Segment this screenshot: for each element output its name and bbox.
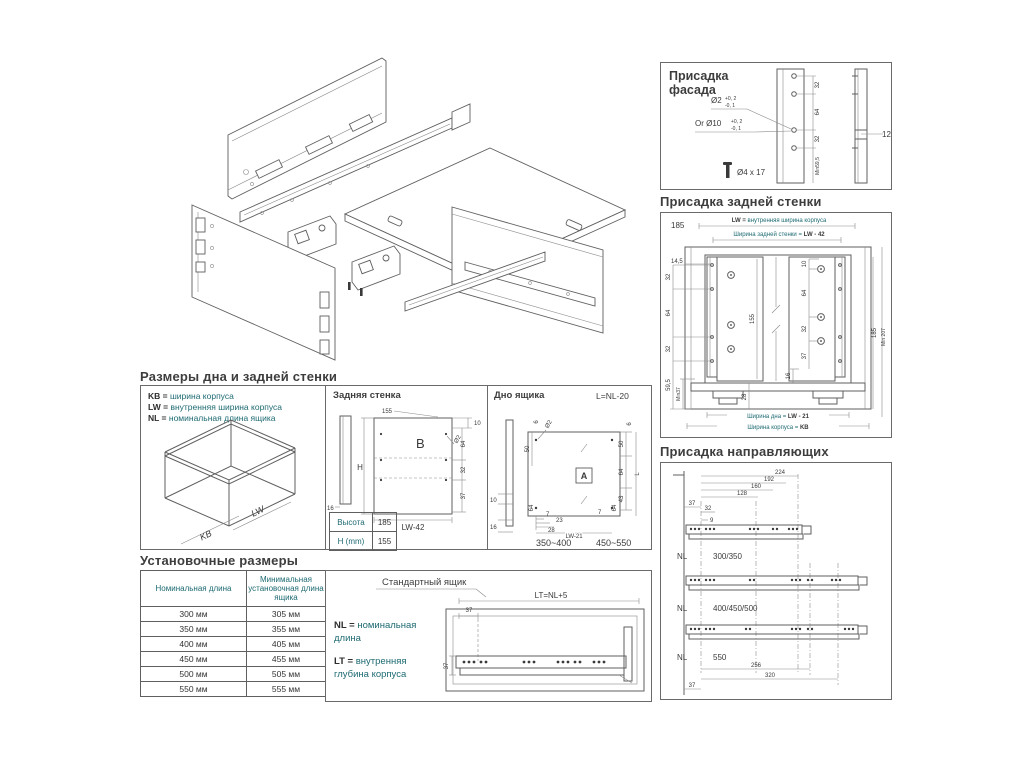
dim-label: Ø4 x 17 <box>737 168 766 177</box>
dim-label: 37 <box>461 492 467 500</box>
table-row <box>141 652 326 667</box>
dim-label: 155 <box>382 409 393 415</box>
dim-label: B <box>416 436 425 451</box>
slide-drilling-diagram <box>661 463 891 699</box>
table-cell: Высота <box>330 513 373 532</box>
dim-label: LW-42 <box>401 523 425 532</box>
dim-label: +0, 2 <box>731 119 743 125</box>
dim-label: Min59,5 <box>815 157 821 175</box>
dim-label: 450~550 <box>596 538 632 548</box>
dim-label: 185 <box>872 327 878 339</box>
dim-label: 6 <box>627 422 633 426</box>
dim-label: 10 <box>490 498 497 504</box>
dim-label: 64 <box>666 309 672 317</box>
dim-label: NL <box>677 653 688 662</box>
dim-label: KB <box>799 425 809 431</box>
dim-label: 32 <box>461 466 467 474</box>
dim-label: 37 <box>802 352 808 360</box>
dimension-abbreviation-legend: KB = ширина корпуса LW = внутренняя ширина корпуса NL = номинальная длина ящика <box>148 391 283 423</box>
table-cell: 500 мм <box>141 667 247 682</box>
dim-label: 14,5 <box>671 259 683 265</box>
dim-label: 23 <box>556 518 563 524</box>
standard-drawer-legend: NL = номинальная длина LT = внутренняя глубина корпуса <box>334 620 417 680</box>
dim-label <box>733 231 825 238</box>
dim-label: 350~400 <box>536 538 572 548</box>
dim-label: 320 <box>764 673 776 679</box>
rear-wall-dimensions-panel <box>325 385 488 550</box>
dim-label: 12 <box>882 130 891 139</box>
dim-label: 10 <box>474 421 481 427</box>
standard-drawer-diagram <box>326 571 651 701</box>
dim-label: -0, 1 <box>725 103 736 109</box>
dim-label: 16 <box>786 372 792 380</box>
dim-label: 37 <box>444 662 450 670</box>
slide-drilling-panel <box>660 462 892 700</box>
dim-label: 64 <box>529 504 535 512</box>
section-title-rear-drilling: Присадка задней стенки <box>660 194 822 209</box>
table-row <box>141 682 326 697</box>
dim-label: 300/350 <box>713 552 742 561</box>
dim-label: LT=NL+5 <box>534 591 568 600</box>
dim-label: 37 <box>688 683 696 689</box>
dim-label: 10 <box>802 260 808 268</box>
installation-size-table <box>140 570 326 697</box>
dim-label: 128 <box>737 491 748 497</box>
dim-label: LW = <box>731 218 748 224</box>
dim-label: 16 <box>327 506 334 512</box>
table-cell: 555 мм <box>247 682 326 697</box>
dim-label: 64 <box>815 108 821 116</box>
drawer-box-isometric <box>141 386 325 549</box>
exploded-assembly-diagram <box>0 0 660 400</box>
standard-drawer-label: Стандартный ящик <box>382 577 467 588</box>
table-cell: 185 <box>373 513 397 532</box>
table-row <box>141 637 326 652</box>
dim-label: A <box>580 471 588 481</box>
facade-drilling-diagram <box>661 63 891 189</box>
dim-label: 37 <box>465 608 473 614</box>
rear-wall-drilling-diagram <box>661 213 891 437</box>
dim-label: 224 <box>775 470 786 476</box>
dim-label: 50 <box>619 440 625 448</box>
dim-label: LW - 21 <box>787 414 809 420</box>
dim-label: 550 <box>713 653 727 662</box>
dim-label: Or Ø10 <box>695 119 722 128</box>
drawer-bottom-diagram <box>488 386 651 549</box>
dim-label <box>747 425 809 431</box>
drawer-bottom-dimensions-panel <box>487 385 652 550</box>
screw-icon <box>723 162 732 178</box>
dim-label: 400/450/500 <box>713 604 758 613</box>
dimensions-legend-panel <box>140 385 326 550</box>
table-cell: 505 мм <box>247 667 326 682</box>
dim-label: 32 <box>666 345 672 353</box>
section-title-bottom-rear-dimensions: Размеры дна и задней стенки <box>140 369 338 384</box>
dim-label: 28 <box>742 393 748 401</box>
table-cell: 550 мм <box>141 682 247 697</box>
dim-label: H <box>357 463 363 472</box>
dim-label: LW <box>249 503 266 519</box>
table-row <box>141 622 326 637</box>
dim-label: 32 <box>815 81 821 89</box>
dim-label: L <box>635 472 641 476</box>
dim-label: Min37 <box>676 387 682 401</box>
table-cell: 455 мм <box>247 652 326 667</box>
dim-label: +0, 2 <box>725 96 737 102</box>
dim-label: 64 <box>612 504 618 512</box>
table-cell: 400 мм <box>141 637 247 652</box>
section-title-installation-sizes: Установочные размеры <box>140 553 299 568</box>
dim-label: внутренняя ширина корпуса <box>747 218 827 224</box>
dim-label <box>747 414 810 420</box>
dim-label: 64 <box>461 440 467 448</box>
dim-label: 64 <box>802 289 808 297</box>
dim-label: Ø2 <box>711 96 722 105</box>
dim-label: 32 <box>666 273 672 281</box>
dim-label: 28 <box>548 528 555 534</box>
standard-drawer-panel <box>325 570 652 702</box>
dim-label: 32 <box>704 506 712 512</box>
dim-label: 6 <box>534 420 540 424</box>
dim-label: LW-21 <box>565 534 583 540</box>
dim-label: Ширина дна = <box>747 414 788 420</box>
rear-wall-drilling-panel <box>660 212 892 438</box>
dim-label: Min 207 <box>881 328 887 346</box>
dim-label: 32 <box>815 135 821 143</box>
section-title-slide-drilling: Присадка направляющих <box>660 444 829 459</box>
table-cell: 155 <box>373 532 397 551</box>
column-header-nominal-length: Номинальная длина <box>141 571 247 607</box>
dim-label: 16 <box>490 525 497 531</box>
dim-label: 59,5 <box>666 379 672 391</box>
rear-wall-height-table <box>329 512 397 551</box>
dim-label: 50 <box>525 445 531 453</box>
dim-label: Ширина задней стенки = <box>733 232 804 238</box>
drawer-bottom-length-formula: L=NL-20 <box>596 391 629 401</box>
dim-label: 256 <box>750 663 762 669</box>
table-cell: 300 мм <box>141 607 247 622</box>
dim-label: 160 <box>751 484 762 490</box>
dim-label: 37 <box>688 501 696 507</box>
dim-label: 7 <box>546 512 550 518</box>
dim-label: Ширина корпуса = <box>747 425 800 431</box>
dim-label: -0, 1 <box>731 126 742 132</box>
table-row <box>141 607 326 622</box>
table-cell: 350 мм <box>141 622 247 637</box>
dim-label: NL <box>677 552 688 561</box>
table-cell: 405 мм <box>247 637 326 652</box>
facade-panel-title: Присадка фасада <box>669 69 729 97</box>
table-cell: 355 мм <box>247 622 326 637</box>
table-cell: 305 мм <box>247 607 326 622</box>
rear-wall-panel-title: Задняя стенка <box>333 390 401 401</box>
dim-label: LW - 42 <box>803 232 825 238</box>
table-cell: H (mm) <box>330 532 373 551</box>
dim-label: NL <box>677 604 688 613</box>
table-row <box>141 667 326 682</box>
drawer-bottom-panel-title: Дно ящика <box>494 390 545 401</box>
dim-label <box>732 218 827 224</box>
dim-label: 192 <box>764 477 775 483</box>
dim-label: 155 <box>750 313 756 325</box>
dim-label: Ø2 <box>453 434 463 445</box>
dim-label: KB <box>198 528 214 543</box>
column-header-min-install-length: Минимальная установочная длина ящика <box>247 571 326 607</box>
table-cell: 450 мм <box>141 652 247 667</box>
facade-drilling-panel <box>660 62 892 190</box>
dim-label: 7 <box>598 510 602 516</box>
dim-label: Ø2 <box>544 419 554 430</box>
dim-label: 43 <box>619 495 625 503</box>
dim-label: 9 <box>710 518 714 524</box>
dim-label: 64 <box>619 468 625 476</box>
dim-label: 32 <box>802 325 808 333</box>
dim-label: 185 <box>671 221 685 230</box>
